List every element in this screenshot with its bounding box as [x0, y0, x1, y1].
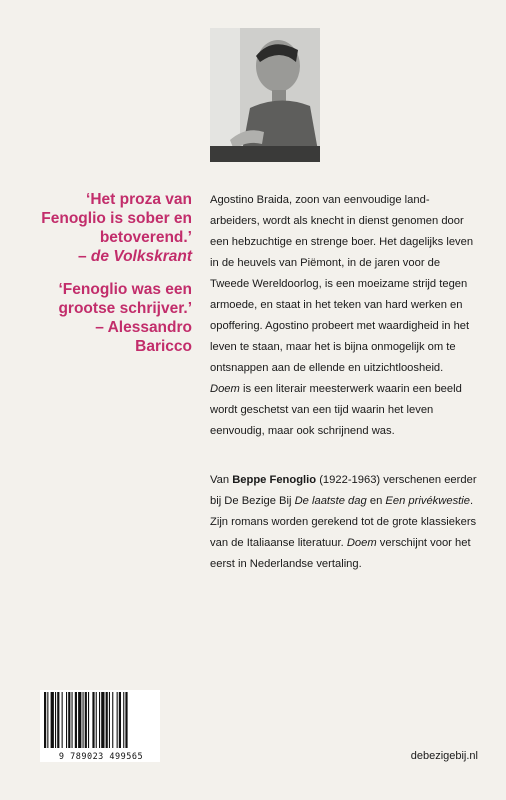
quote-source: Alessandro Baricco [107, 319, 192, 355]
book-title: Doem [346, 537, 377, 549]
barcode-bar [96, 692, 97, 748]
barcode-bar [47, 692, 48, 748]
barcode-bar [62, 692, 63, 748]
barcode-bar [57, 692, 59, 748]
barcode-bar [78, 692, 81, 748]
barcode-bar [66, 692, 67, 748]
barcode-bar [109, 692, 110, 748]
book-blurb [210, 190, 480, 442]
barcode-bar [55, 692, 56, 748]
barcode-bar [125, 692, 127, 748]
barcode-bar [92, 692, 94, 748]
press-quotes [40, 190, 192, 370]
barcode-bar [75, 692, 77, 748]
barcode-bar [68, 692, 70, 748]
barcode-bar [88, 692, 89, 748]
isbn-number: 9 789023 499565 [58, 752, 144, 762]
barcode-bar [83, 692, 84, 748]
barcode-bar [119, 692, 121, 748]
barcode-bar [72, 692, 73, 748]
barcode-bar [123, 692, 124, 748]
barcode-bar [106, 692, 108, 748]
barcode-bar [99, 692, 100, 748]
quote-baricco: ‘Fenoglio was een grootse schrijver.’ – Alessandro Baricco [58, 281, 192, 355]
barcode-bar [85, 692, 87, 748]
blurb-paragraph: Agostino Braida, zoon van eenvoudige land- arbeiders, wordt als knecht in dienst genomen door een hebzuchtige en strenge boer. Het dagelijks leven in de heuvels van Piëmont, in de jaren voor de Tweede Wereldoorlog, is een moeizame strijd tegen armoede, en staat in het teken van hard werken en opoffering. Agostino probeert met waardigheid in het leven te staan, maar het is bijna onmogelijk om te ontsnappen aan de ellende en uitzichtloosheid. [210, 194, 474, 374]
barcode-bar [101, 692, 104, 748]
author-photo [210, 28, 320, 162]
author-bio: Van Beppe Fenoglio (1922-1963) verschenen eerder bij De Bezige Bij De laatste dag en Een privékwestie. Zijn romans worden gerekend tot de grote klassiekers van de Italiaanse literatuur. Doem verschijnt voor het eerst in Nederlandse vertaling. [210, 474, 477, 570]
barcode-bar [112, 692, 113, 748]
quote-volkskrant: ‘Het proza van Fenoglio is sober en betoverend.’ – de Volkskrant [41, 191, 192, 265]
author-name: Beppe Fenoglio [232, 474, 317, 486]
quote-source: de Volkskrant [90, 248, 192, 265]
book-title: Doem [210, 383, 240, 395]
publisher-url: debezigebij.nl [410, 750, 478, 762]
blurb-paragraph-2: Doem is een literair meesterwerk waarin een beeld wordt geschetst van een tijd waarin het leven eenvoudig, maar ook schrijnend was. [210, 383, 462, 437]
book-title: Een privékwestie [385, 495, 470, 507]
barcode-bar [44, 692, 46, 748]
book-title: De laatste dag [294, 495, 367, 507]
barcode-bars [40, 690, 160, 750]
barcode-bar [117, 692, 118, 748]
barcode-bar [51, 692, 54, 748]
